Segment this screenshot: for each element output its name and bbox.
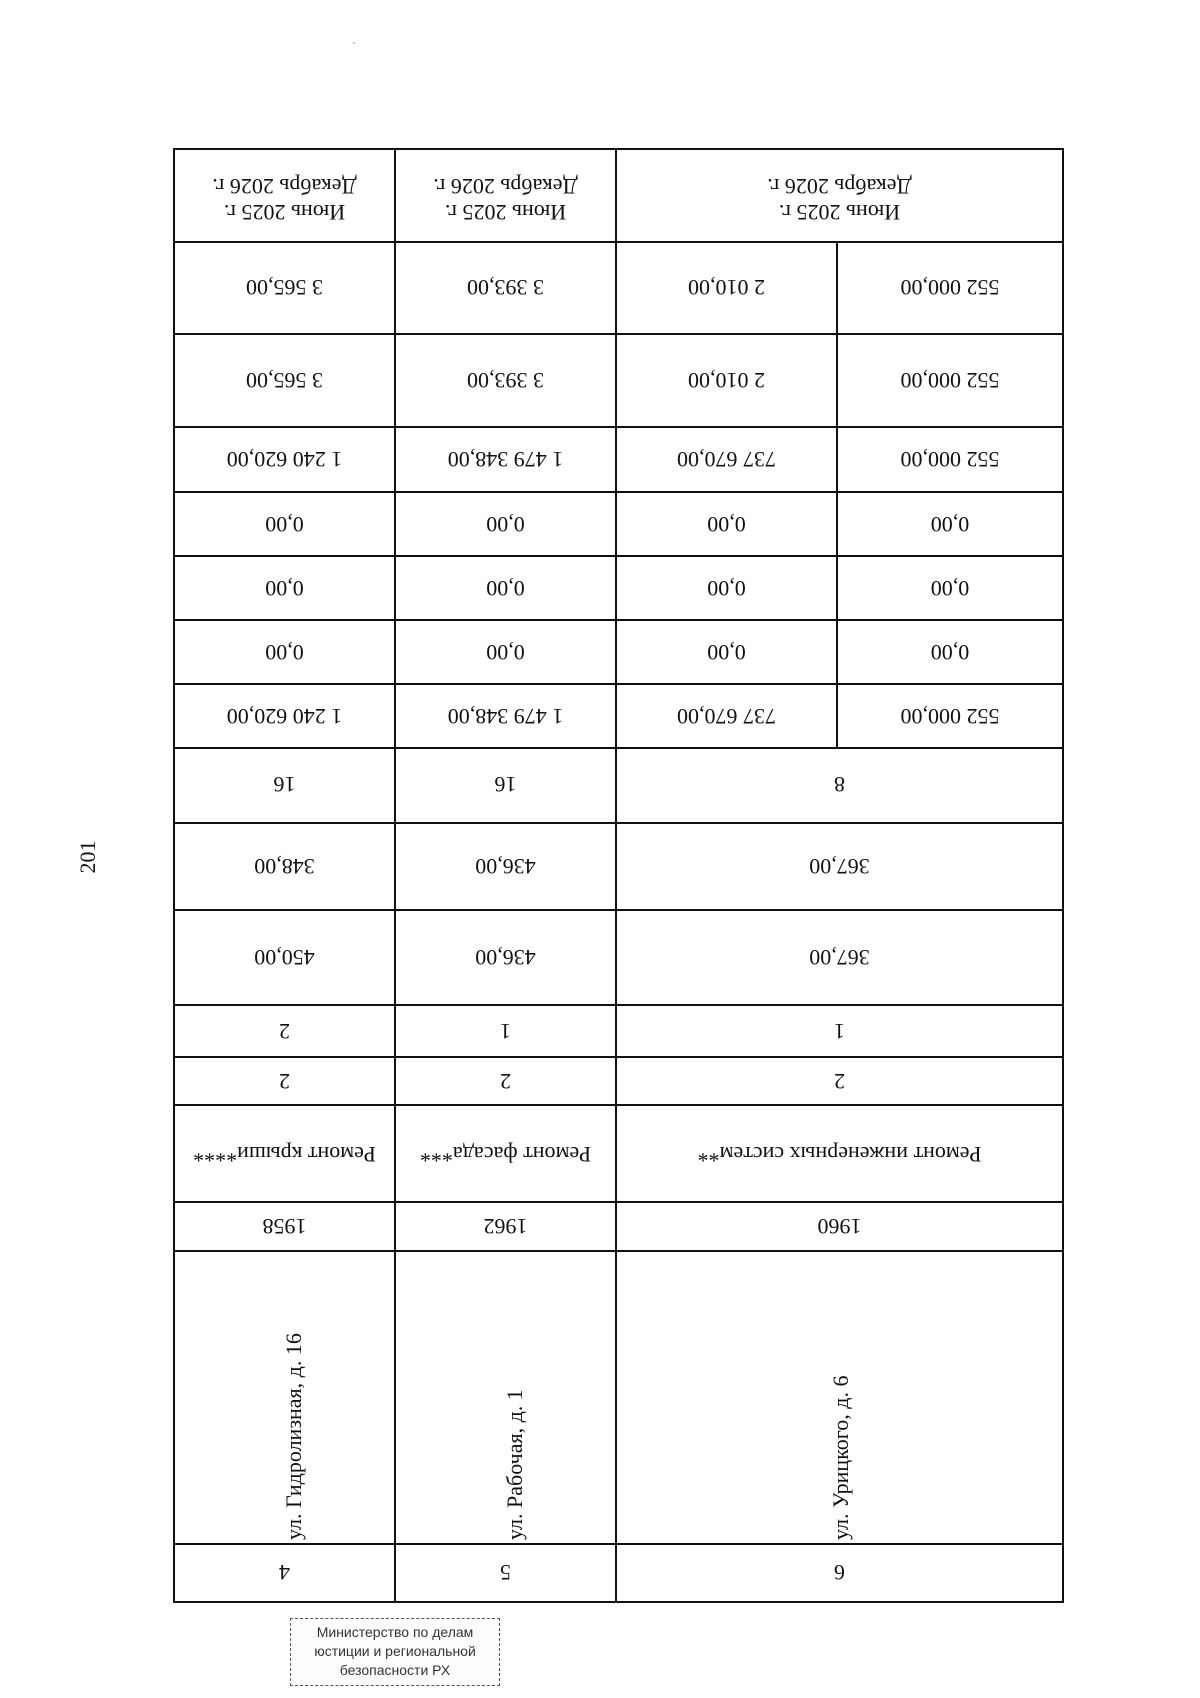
cell: Ремонт крыши****: [193, 1142, 376, 1167]
cell: 367,00: [809, 945, 870, 970]
stamp-line: юстиции и региональной: [314, 1643, 476, 1659]
cell: 0,00: [265, 576, 304, 601]
cell: 1 479 348,00: [447, 704, 564, 729]
stamp-line: безопасности РХ: [339, 1662, 451, 1678]
cell: 2: [500, 1069, 511, 1094]
cell: 737 670,00: [677, 447, 776, 472]
cell: 0,00: [265, 640, 304, 665]
cell: 552 000,00: [900, 447, 1000, 472]
cell: 450,00: [254, 945, 315, 970]
cell: 1962: [483, 1214, 528, 1239]
cell: 0,00: [265, 512, 304, 537]
cell: 0,00: [707, 512, 746, 537]
header-main: Июнь 2025 г. Декабрь 2026 г.: [767, 174, 912, 225]
cell: 0,00: [930, 512, 970, 537]
cell: 5: [500, 1560, 511, 1585]
cell: 3 393,00: [467, 368, 544, 393]
cell: 348,00: [254, 854, 315, 879]
cell: 436,00: [475, 945, 536, 970]
cell: 3 565,00: [246, 275, 323, 300]
cell: 552 000,00: [900, 275, 1000, 300]
cell: 1958: [262, 1214, 307, 1239]
cell: 6: [834, 1560, 845, 1585]
cell: 552 000,00: [900, 368, 1000, 393]
cell: 0,00: [707, 640, 746, 665]
stamp-line: Министерство по делам: [316, 1624, 474, 1640]
cell: 16: [273, 772, 296, 797]
cell: 1: [834, 1019, 845, 1044]
cell: 1 479 348,00: [447, 447, 564, 472]
cell: 436,00: [475, 854, 536, 879]
address-gidroliznaya: ул. Гидролизная, д. 16: [281, 1333, 306, 1540]
cell: 0,00: [707, 576, 746, 601]
cell: 1 240 620,00: [226, 447, 343, 472]
cell: 2: [834, 1069, 845, 1094]
cell: 16: [494, 772, 517, 797]
scan-speck: [353, 42, 355, 44]
cell: 0,00: [930, 640, 970, 665]
cell: Ремонт инженерных систем**: [697, 1142, 982, 1167]
cell: 4: [279, 1560, 290, 1585]
cell: 3 393,00: [467, 275, 544, 300]
cell: 8: [834, 772, 845, 797]
cell: 737 670,00: [677, 704, 776, 729]
cell: 367,00: [809, 854, 870, 879]
ministry-stamp: [290, 1618, 500, 1686]
header-c: Июнь 2025 г. Декабрь 2026 г.: [212, 174, 357, 225]
cell: 0,00: [486, 512, 525, 537]
address-rabochaya: ул. Рабочая, д. 1: [502, 1389, 527, 1540]
cell: 0,00: [930, 576, 970, 601]
cell: 552 000,00: [900, 704, 1000, 729]
cell: 1960: [817, 1214, 862, 1239]
cell: Ремонт фасада***: [419, 1142, 592, 1167]
cell: 2: [279, 1019, 290, 1044]
cell: 2: [279, 1069, 290, 1094]
address-urickogo: ул. Урицкого, д. 6: [828, 1375, 853, 1540]
cell: 2 010,00: [688, 275, 765, 300]
cell: 0,00: [486, 640, 525, 665]
page-number: 201: [75, 840, 100, 874]
cell: 3 565,00: [246, 368, 323, 393]
cell: 1: [500, 1019, 511, 1044]
cell: 1 240 620,00: [226, 704, 343, 729]
cell: 2 010,00: [688, 368, 765, 393]
header-b: Июнь 2025 г. Декабрь 2026 г.: [433, 174, 578, 225]
cell: 0,00: [486, 576, 525, 601]
